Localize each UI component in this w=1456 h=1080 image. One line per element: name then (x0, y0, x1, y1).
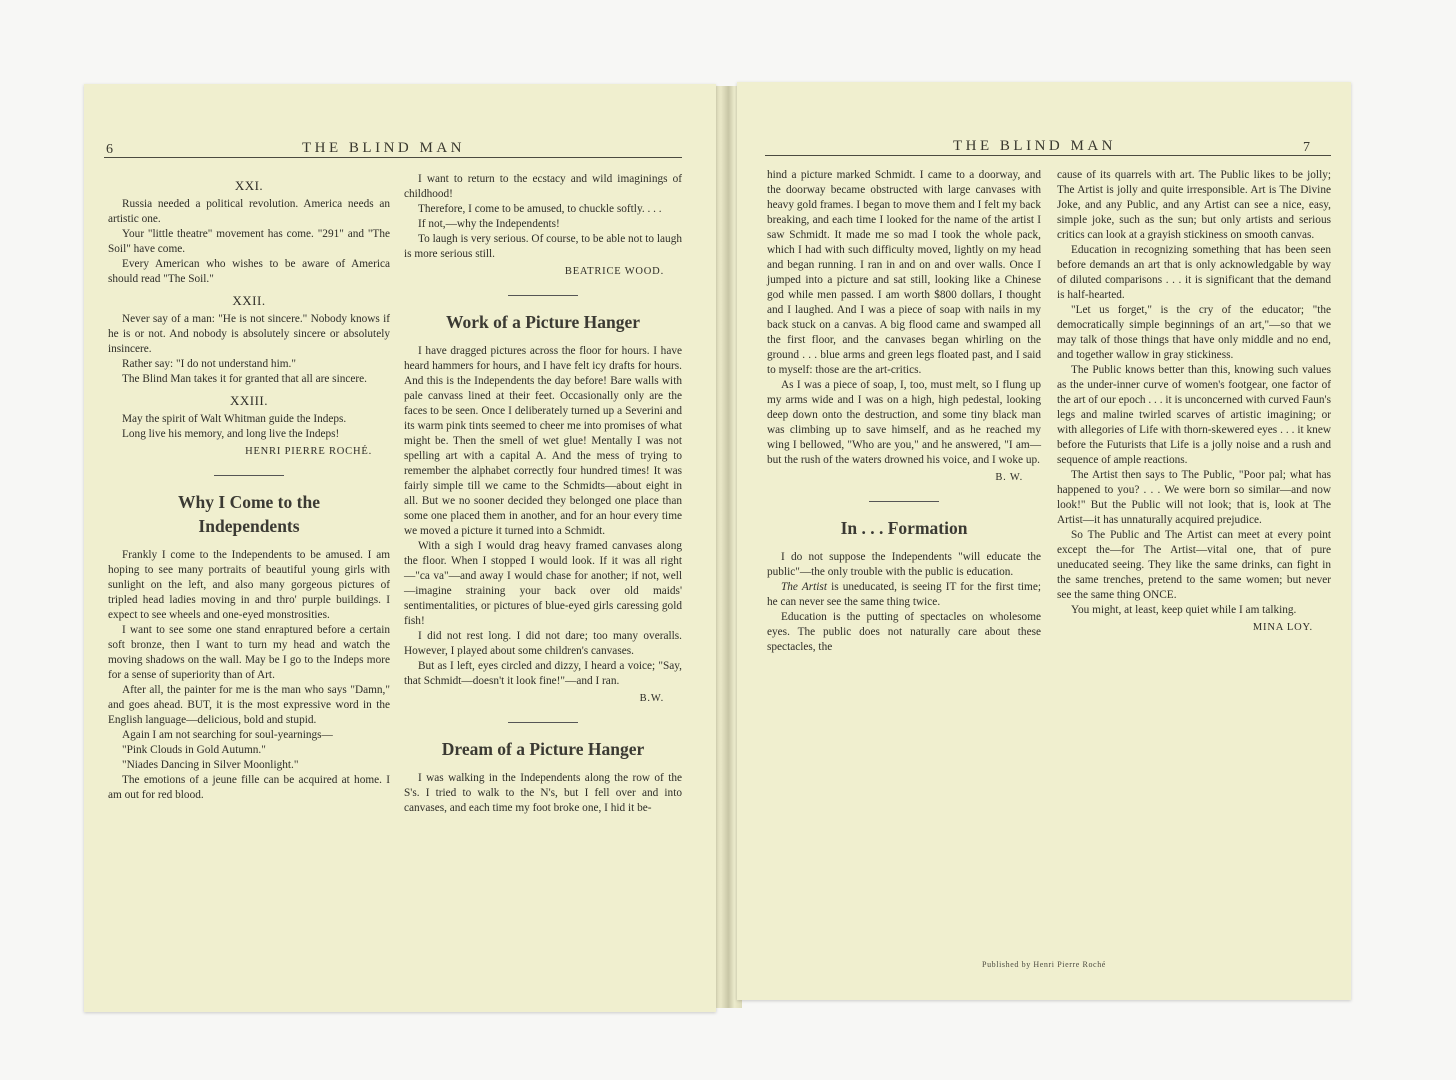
article-heading: Dream of a Picture Hanger (441, 739, 645, 759)
page-number: 6 (106, 142, 113, 157)
paragraph: With a sigh I would drag heavy framed canvases along the floor. When I stopped I would look. If it was all right—"ca va"—and away I would chase for another; if not, well—imagine straining your back over old maids' sentimentalities, or pictures of blue-eyed girls caressing gold fish! (404, 540, 682, 627)
paragraph: Education in recognizing something that has been seen before demands an art that is only acknowledgable by way of diluted comparisons . . . it is significant that the demand is half-hearted. (1057, 244, 1331, 301)
section-title: XXI. (234, 178, 264, 193)
paragraph: After all, the painter for me is the man who says "Damn," and goes ahead. BUT, it is the most expressive word in the English language—delicious, bold and stupid. (108, 684, 390, 726)
paragraph: You might, at least, keep quiet while I am talking. (1071, 604, 1297, 616)
left-column-2 (404, 172, 682, 816)
paragraph: Frankly I come to the Independents to be amused. I am hoping to see many portraits of beautiful young girls with sunlight on the left, and also many gorgeous pictures of tripled head ladies moving in and thro' purple buildings. I expect to see wheels and one-eyed monstrosities. (108, 549, 390, 621)
paragraph-text: is uneducated, is seeing IT for the first time; he can never see the same thing twice. (767, 581, 1041, 608)
paragraph: The Blind Man takes it for granted that all are sincere. (122, 373, 367, 385)
paragraph: Your "little theatre" movement has come. "291" and "The Soil" have come. (108, 228, 390, 255)
paragraph: To laugh is very serious. Of course, to be able not to laugh is more serious still. (404, 233, 682, 260)
paragraph: I have dragged pictures across the floor for hours. I have heard hammers for hours, and I have felt icy drafts for hours. And this is the Independents the day before! Bare walls with pale canvass lined at their feet. Occasionally only are the faces to be seen. Once I deliberately turned up a Severini and its warm pink tints seemed to cheer me into promises of what might be. Then the smell of wet glue! Mentally I was not spelling art with a capital A. And the mess of trying to remember the alphabet correctly four hundred times! It was fairly simple till we came to the Schmidts—about eight in all. But we no sooner decided they belonged one place than some one placed them in another, and for an hour every time we moved a picture it turned into a Schmidt. (404, 345, 682, 537)
paragraph: cause of its quarrels with art. The Public likes to be jolly; The Artist is jolly and quite irresponsible. Art is The Divine Joke, and any Public, and any Artist can see a nice, easy, simple joke, such as the sun; but only artists and serious critics can look at a grayish stickiness on smooth canvas. (1057, 169, 1331, 241)
paragraph: The emotions of a jeune fille can be acquired at home. I am out for red blood. (108, 774, 390, 801)
signature: B.W. (639, 693, 664, 704)
paragraph: Education is the putting of spectacles on wholesome eyes. The public does not naturally care about these spectacles, the (767, 611, 1041, 653)
paragraph: Never say of a man: "He is not sincere." Nobody knows if he is or not. And nobody is absolutely sincere or absolutely insincere. (108, 313, 390, 355)
paragraph: The Public knows better than this, knowing such values as the under-inner curve of women's footgear, one factor of the art of our epoch . . . it is unconcerned with curved Faun's legs and maline twirled scarves of artistic imagining; or with allegories of Life with thorn-skewered eyes . . . it knew before the Futurists that Life is a jolly noise and a rush and sequence of ample reactions. (1057, 364, 1331, 466)
divider (508, 722, 578, 723)
paragraph: Therefore, I come to be amused, to chuckle softly. . . . (418, 203, 662, 215)
paragraph: hind a picture marked Schmidt. I came to a doorway, and the doorway became obstructed with large canvases with heavy gold frames. I began to move them and I felt my back breaking, and each time I looked for the name of the artist I saw Schmidt. It made me so mad I took the whole pack, which I had with such difficulty moved, lightly on my head and began running. I ran in and on and over walls. Once I jumped into a picture and sat still, looking like a Chinese god while men passed. I am worth $800 dollars, I thought and I laughed. And I was a piece of soap with nails in my back stuck on a canvas. A big flood came and swamped all the first floor, and the canvases began whirling on the ground . . . blue arms and green legs floated past, and I said to myself: those are the art-critics. (767, 169, 1041, 376)
divider (508, 295, 578, 296)
paragraph: But as I left, eyes circled and dizzy, I heard a voice; "Say, that Schmidt—doesn't it look fine!"—and I ran. (404, 660, 682, 687)
running-head: THE BLIND MAN (953, 138, 1116, 154)
paragraph: "Pink Clouds in Gold Autumn." (122, 744, 266, 756)
section-title: XXIII. (229, 393, 268, 408)
paragraph: The Artist then says to The Public, "Poor pal; what has happened to you? . . . We were born so similar—and now look!" But the Public will not look; that is, look at The Artist—it has unnaturally acquired prejudice. (1057, 469, 1331, 526)
signature: BEATRICE WOOD. (564, 266, 664, 277)
right-column-1 (767, 168, 1041, 655)
paragraph (767, 580, 1041, 610)
article-heading: In . . . Formation (840, 518, 968, 538)
article-heading: Why I Come to the Independents (178, 492, 320, 536)
divider (869, 501, 939, 502)
page-number: 7 (1303, 140, 1310, 155)
divider (214, 475, 284, 476)
paragraph: Long live his memory, and long live the Indeps! (122, 428, 340, 440)
paragraph: Again I am not searching for soul-yearnings— (122, 729, 333, 741)
paragraph: I want to see some one stand enraptured before a certain soft bronze, then I want to turn my head and watch the moving shadows on the wall. May be I go to the Indeps more for a sense of superiority than of Art. (108, 624, 390, 681)
signature: HENRI PIERRE ROCHÉ. (245, 446, 372, 457)
running-head: THE BLIND MAN (302, 140, 465, 156)
left-column-1 (108, 172, 390, 803)
paragraph: "Let us forget," is the cry of the educator; "the democratically simple beginnings of an art,"—so that we may talk of those things that have only middle and no end, and together wallow in gray stickiness. (1057, 304, 1331, 361)
article-heading: Work of a Picture Hanger (445, 312, 641, 332)
paragraph: I was walking in the Independents along the row of the S's. I tried to walk to the N's, but I fell over and into canvases, and each time my foot broke one, I hid it be- (404, 772, 682, 814)
signature: MINA LOY. (1252, 622, 1313, 633)
left-page (84, 84, 716, 1012)
paragraph: I do not suppose the Independents "will educate the public"—the only trouble with the public is education. (767, 551, 1041, 578)
right-column-2 (1057, 168, 1331, 635)
right-page (737, 82, 1351, 1000)
paragraph: As I was a piece of soap, I, too, must melt, so I flung up my arms wide and I was on a high, high pedestal, looking deep down onto the destruction, and some tiny black man was climbing up to save himself, and as he reached my wing I bellowed, "Who are you," and he answered, "I am—but the rush of the waters drowned his voice, and I woke up. (767, 379, 1041, 466)
publisher-footer: Published by Henri Pierre Roché (982, 960, 1106, 969)
paragraph: So The Public and The Artist can meet at every point except the—for The Artist—vital one, that of pure uneducated seeing. They like the same drinks, can fight in the same trenches, pretend to the same women; but never see the same thing ONCE. (1057, 529, 1331, 601)
paragraph: Every American who wishes to be aware of America should read "The Soil." (108, 258, 390, 285)
paragraph: Rather say: "I do not understand him." (122, 358, 296, 370)
signature: B. W. (995, 472, 1023, 483)
header-rule (765, 155, 1331, 156)
paragraph: I did not rest long. I did not dare; too many overalls. However, I played about some children's canvases. (404, 630, 682, 657)
paragraph: If not,—why the Independents! (418, 218, 560, 230)
section-title: XXII. (232, 293, 266, 308)
paragraph: Russia needed a political revolution. America needs an artistic one. (108, 198, 390, 225)
paragraph: "Niades Dancing in Silver Moonlight." (122, 759, 299, 771)
paragraph: May the spirit of Walt Whitman guide the Indeps. (122, 413, 347, 425)
italic-term: The Artist (781, 581, 827, 593)
paragraph: I want to return to the ecstacy and wild imaginings of childhood! (404, 173, 682, 200)
header-rule (104, 157, 682, 158)
